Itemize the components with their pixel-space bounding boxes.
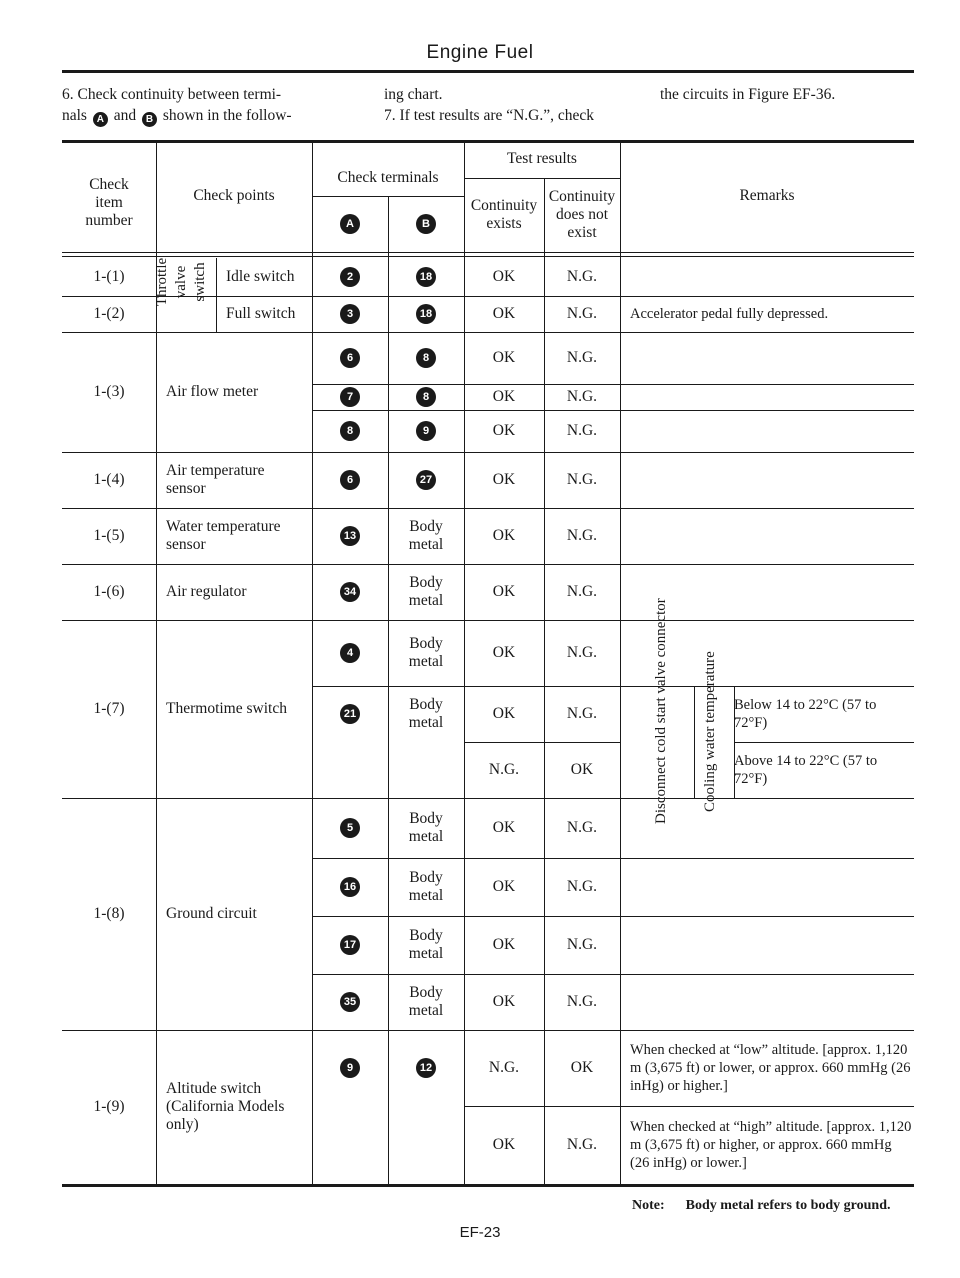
header-check-points: Check points [193, 187, 275, 204]
terminal-b-icon: B [416, 214, 436, 234]
check-point: Ground circuit [166, 905, 257, 922]
intro-text: shown in the follow- [162, 107, 292, 124]
thermo-remark-vertical: Disconnect cold start valve connector [653, 598, 669, 824]
terminal-number-icon: 9 [416, 421, 436, 441]
header-remarks: Remarks [739, 187, 795, 204]
throttle-label: Throttle [154, 257, 170, 307]
check-table [62, 140, 914, 1187]
table-rule [62, 1030, 914, 1031]
note [632, 1198, 890, 1214]
continuity-not-exist-result: N.G. [566, 388, 598, 405]
terminal-number-icon: 8 [416, 348, 436, 368]
continuity-not-exist-result: N.G. [566, 705, 598, 722]
intro-text: and [113, 107, 137, 124]
terminal-cell [312, 564, 388, 620]
terminal-cell [312, 508, 388, 564]
check-item-number: 1-(5) [93, 527, 125, 544]
header-continuity-not-exist: Continuity does not exist [548, 188, 616, 241]
remark-text: When checked at “low” altitude. [approx. 1,120 m (3,675 ft) or lower, or approx. 660 mmHg (26 inHg) or higher.] [630, 1042, 911, 1094]
terminal-number-icon: 35 [340, 992, 360, 1012]
terminal-text: Body metal [408, 869, 444, 904]
table-rule [312, 384, 914, 385]
continuity-exists-result: OK [492, 878, 516, 895]
terminal-cell [388, 742, 464, 798]
continuity-not-exist-result: N.G. [566, 305, 598, 322]
check-point: Air temperature sensor [166, 462, 265, 497]
check-item-number: 1-(2) [93, 305, 125, 322]
terminal-cell [388, 620, 464, 686]
terminal-cell [388, 452, 464, 508]
terminal-text: Body metal [408, 574, 444, 609]
remark-text: When checked at “high” altitude. [approx. 1,120 m (3,675 ft) or higher, or approx. 660 mmHg (26 inHg) or lower.] [630, 1119, 912, 1171]
continuity-exists-result: N.G. [488, 1059, 520, 1076]
intro-column-3 [660, 84, 920, 105]
throttle-label: switch [192, 262, 208, 302]
terminal-cell [312, 974, 388, 1030]
continuity-not-exist-result: N.G. [566, 349, 598, 366]
intro-column-2 [384, 84, 664, 126]
continuity-not-exist-result: N.G. [566, 993, 598, 1010]
terminal-number-icon: 18 [416, 304, 436, 324]
note-text: Body metal refers to body ground. [685, 1198, 891, 1213]
table-rule [62, 252, 914, 253]
check-point: Air regulator [166, 583, 247, 600]
terminal-cell [388, 1106, 464, 1184]
table-rule [312, 916, 914, 917]
continuity-exists-result: N.G. [488, 761, 520, 778]
terminal-cell [388, 384, 464, 410]
intro-line [62, 105, 362, 127]
check-point: Idle switch [226, 268, 295, 285]
table-rule [312, 686, 620, 687]
terminal-cell [312, 296, 388, 332]
terminal-number-icon: 4 [340, 643, 360, 663]
terminal-cell [388, 258, 464, 296]
terminal-text: Body metal [408, 810, 444, 845]
header-continuity-exists: Continuity exists [470, 197, 538, 232]
check-item-number: 1-(3) [93, 383, 125, 400]
check-point: Full switch [226, 305, 296, 322]
terminal-number-icon: 21 [340, 704, 360, 724]
intro-line: ing chart. [384, 86, 443, 103]
terminal-number-icon: 2 [340, 267, 360, 287]
continuity-exists-result: OK [492, 993, 516, 1010]
terminal-cell [388, 974, 464, 1030]
continuity-not-exist-result: N.G. [566, 936, 598, 953]
terminal-number-icon: 3 [340, 304, 360, 324]
table-rule [312, 858, 914, 859]
terminal-cell [388, 858, 464, 916]
terminal-cell [312, 858, 388, 916]
terminal-text: Body metal [408, 696, 444, 731]
page-title: Engine Fuel [426, 42, 534, 63]
table-rule [62, 332, 914, 333]
check-point: Thermotime switch [166, 700, 287, 717]
check-item-number: 1-(8) [93, 905, 125, 922]
continuity-not-exist-result: N.G. [566, 644, 598, 661]
check-item-number: 1-(7) [93, 700, 125, 717]
continuity-not-exist-result: N.G. [566, 819, 598, 836]
terminal-cell [312, 1030, 388, 1106]
terminal-cell [312, 686, 388, 742]
terminal-number-icon: 12 [416, 1058, 436, 1078]
intro-text: nals [62, 107, 87, 124]
continuity-exists-result: OK [492, 527, 516, 544]
intro-column-1 [62, 84, 362, 127]
thermo-remark-vertical: Cooling water temperature [702, 651, 718, 812]
terminal-number-icon: 7 [340, 387, 360, 407]
header-check-terminals: Check terminals [337, 169, 439, 186]
check-item-number: 1-(4) [93, 471, 125, 488]
terminal-text: Body metal [408, 518, 444, 553]
terminal-b-icon: B [142, 112, 157, 127]
table-rule [464, 742, 620, 743]
continuity-not-exist-result: N.G. [566, 878, 598, 895]
continuity-not-exist-result: N.G. [566, 268, 598, 285]
header-rule [62, 70, 914, 73]
terminal-cell [312, 384, 388, 410]
check-item-number: 1-(6) [93, 583, 125, 600]
check-item-number: 1-(9) [93, 1098, 125, 1115]
terminal-text: Body metal [408, 635, 444, 670]
continuity-not-exist-result: N.G. [566, 471, 598, 488]
table-rule [62, 564, 914, 565]
terminal-number-icon: 8 [416, 387, 436, 407]
terminal-number-icon: 27 [416, 470, 436, 490]
table-rule [62, 140, 914, 143]
terminal-cell [388, 332, 464, 384]
table-rule [216, 258, 217, 332]
table-rule [734, 686, 735, 798]
table-rule [62, 508, 914, 509]
table-rule [464, 178, 620, 179]
check-item-number: 1-(1) [93, 268, 125, 285]
terminal-number-icon: 6 [340, 348, 360, 368]
terminal-cell [388, 1030, 464, 1106]
continuity-not-exist-result: N.G. [566, 583, 598, 600]
table-rule [694, 686, 695, 798]
table-rule [62, 452, 914, 453]
terminal-cell [388, 296, 464, 332]
terminal-text: Body metal [408, 984, 444, 1019]
terminal-text: Body metal [408, 927, 444, 962]
check-point: Altitude switch (California Models only) [166, 1080, 285, 1133]
intro-line: 7. If test results are “N.G.”, check [384, 107, 595, 124]
continuity-exists-result: OK [492, 819, 516, 836]
terminal-a-icon: A [93, 112, 108, 127]
intro-line: the circuits in Figure EF-36. [660, 86, 836, 103]
terminal-cell [312, 1106, 388, 1184]
continuity-not-exist-result: N.G. [566, 1136, 598, 1153]
continuity-exists-result: OK [492, 705, 516, 722]
continuity-exists-result: OK [492, 936, 516, 953]
header-check-item: Check item number [85, 176, 133, 229]
terminal-cell [312, 620, 388, 686]
terminal-cell [388, 798, 464, 858]
remark-text: Accelerator pedal fully depressed. [630, 306, 829, 322]
table-rule [312, 974, 914, 975]
continuity-not-exist-result: OK [570, 1059, 594, 1076]
terminal-cell [312, 410, 388, 452]
page-number: EF-23 [459, 1224, 501, 1241]
table-rule [620, 686, 914, 687]
terminal-cell [388, 410, 464, 452]
check-point: Water temperature sensor [166, 518, 281, 553]
continuity-exists-result: OK [492, 583, 516, 600]
table-rule [734, 742, 914, 743]
table-rule [62, 798, 914, 799]
intro-line: 6. Check continuity between termi- [62, 86, 282, 103]
table-rule [312, 410, 914, 411]
header-terminal-a [312, 196, 388, 252]
terminal-a-icon: A [340, 214, 360, 234]
continuity-exists-result: OK [492, 471, 516, 488]
header-terminal-b [388, 196, 464, 252]
check-point: Air flow meter [166, 383, 259, 400]
terminal-cell [312, 916, 388, 974]
terminal-cell [312, 742, 388, 798]
throttle-label: valve [173, 265, 189, 299]
terminal-number-icon: 6 [340, 470, 360, 490]
terminal-cell [312, 798, 388, 858]
terminal-cell [312, 332, 388, 384]
terminal-cell [312, 452, 388, 508]
terminal-number-icon: 16 [340, 877, 360, 897]
terminal-cell [388, 916, 464, 974]
terminal-number-icon: 17 [340, 935, 360, 955]
continuity-not-exist-result: N.G. [566, 422, 598, 439]
continuity-exists-result: OK [492, 422, 516, 439]
terminal-cell [388, 508, 464, 564]
table-rule [62, 620, 914, 621]
terminal-cell [388, 686, 464, 742]
continuity-exists-result: OK [492, 644, 516, 661]
terminal-number-icon: 8 [340, 421, 360, 441]
continuity-exists-result: OK [492, 349, 516, 366]
continuity-exists-result: OK [492, 1136, 516, 1153]
terminal-number-icon: 5 [340, 818, 360, 838]
continuity-not-exist-result: N.G. [566, 527, 598, 544]
terminal-number-icon: 34 [340, 582, 360, 602]
table-rule [62, 1184, 914, 1187]
table-rule [62, 296, 914, 297]
note-label: Note: [632, 1198, 665, 1213]
thermo-remark-above: Above 14 to 22°C (57 to 72°F) [734, 753, 878, 787]
terminal-number-icon: 18 [416, 267, 436, 287]
continuity-exists-result: OK [492, 305, 516, 322]
continuity-exists-result: OK [492, 268, 516, 285]
table-rule [62, 256, 914, 257]
thermo-remark-below: Below 14 to 22°C (57 to 72°F) [734, 697, 877, 731]
terminal-cell [388, 564, 464, 620]
terminal-number-icon: 9 [340, 1058, 360, 1078]
terminal-cell [312, 258, 388, 296]
continuity-not-exist-result: OK [570, 761, 594, 778]
continuity-exists-result: OK [492, 388, 516, 405]
header-test-results: Test results [507, 150, 577, 167]
terminal-number-icon: 13 [340, 526, 360, 546]
table-rule [464, 1106, 914, 1107]
